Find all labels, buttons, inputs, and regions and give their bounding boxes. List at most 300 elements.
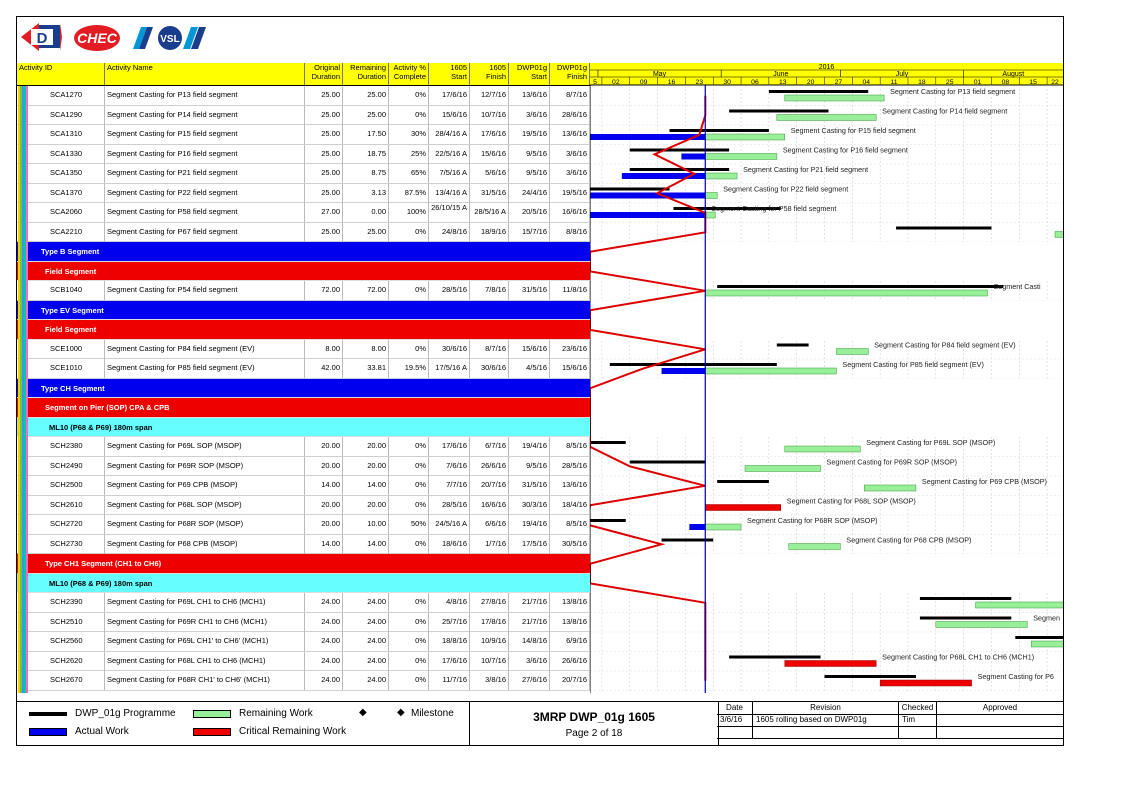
cell-id: SCH2610	[17, 496, 105, 515]
cell-rd: 33.81	[343, 359, 389, 378]
cell-f: 27/8/16	[470, 593, 509, 612]
timescale-week: 15	[1029, 79, 1037, 86]
col-1605-start-l2: Start	[451, 71, 467, 81]
cell-rd: 24.00	[343, 632, 389, 651]
cell-ds: 15/6/16	[509, 340, 550, 359]
group-band-cyan[interactable]: ML10 (P68 & P69) 180m span	[17, 574, 590, 594]
milestone-symbol-icon: ◆	[359, 707, 367, 718]
bar-label: Segment Casting for P68 CPB (MSOP)	[846, 535, 972, 545]
cell-id: SCH2560	[17, 632, 105, 651]
remaining-work-bar	[1031, 641, 1063, 647]
page-number: Page 2 of 18	[565, 728, 623, 739]
cell-rd: 72.00	[343, 281, 389, 300]
table-row[interactable]	[17, 125, 590, 145]
cell-pc: 0%	[389, 535, 429, 554]
bar-label: Segment Casting for P69R SOP (MSOP)	[826, 457, 958, 467]
rev-col-date: Date	[717, 702, 753, 714]
cell-id: SCH2720	[17, 515, 105, 534]
col-remaining-duration-l2: Duration	[357, 71, 386, 81]
cell-df: 26/6/16	[550, 652, 590, 671]
table-row[interactable]	[17, 340, 590, 360]
cell-ds: 13/6/16	[509, 86, 550, 105]
table-row[interactable]	[17, 535, 590, 555]
timescale-week: 04	[862, 79, 871, 86]
programme-bar	[920, 597, 1011, 600]
cell-name: Segment Casting for P58 field segment	[105, 203, 305, 222]
table-row[interactable]	[17, 106, 590, 126]
cell-f: 16/6/16	[470, 496, 509, 515]
programme-bar	[590, 188, 669, 191]
cell-pc: 0%	[389, 652, 429, 671]
cell-df: 11/8/16	[550, 281, 590, 300]
dragages-logo	[21, 23, 62, 51]
bar-label: Segment Casting for P68L SOP (MSOP)	[786, 496, 916, 506]
remaining-work-bar	[864, 485, 916, 491]
actual-swatch	[29, 728, 67, 736]
cell-name: Segment Casting for P84 field segment (EV)	[105, 340, 305, 359]
col-dwp-start[interactable]	[509, 63, 550, 85]
bar-label: Segment Casting for P58 field segment	[711, 204, 837, 213]
table-row[interactable]	[17, 437, 590, 457]
company-logos	[17, 17, 217, 63]
cell-id: SCA1370	[17, 184, 105, 203]
cell-s: 24/5/16 A	[429, 515, 470, 534]
cell-f: 17/6/16	[470, 125, 509, 144]
remaining-work-bar	[1055, 232, 1063, 238]
cell-rd: 24.00	[343, 671, 389, 690]
table-row[interactable]	[17, 281, 590, 301]
cell-ds: 9/5/16	[509, 145, 550, 164]
remaining-work-bar	[705, 290, 987, 296]
group-band-cyan[interactable]: ML10 (P68 & P69) 180m span	[17, 418, 590, 438]
cell-pc: 0%	[389, 223, 429, 242]
rev-empty-1	[717, 726, 753, 738]
cell-name: Segment Casting for P69R CH1 to CH6 (MCH1)	[105, 613, 305, 632]
cell-rd: 20.00	[343, 496, 389, 515]
cell-s: 7/7/16	[429, 476, 470, 495]
cell-s: 30/6/16	[429, 340, 470, 359]
cell-rd: 25.00	[343, 106, 389, 125]
cell-df: 3/6/16	[550, 145, 590, 164]
rev-col-revision: Revision	[753, 702, 899, 714]
cell-name: Segment Casting for P15 field segment	[105, 125, 305, 144]
actual-work-bar	[590, 193, 705, 199]
cell-pc: 0%	[389, 86, 429, 105]
timescale-week: 02	[612, 79, 620, 86]
cell-ds: 3/6/16	[509, 106, 550, 125]
cell-df: 13/8/16	[550, 613, 590, 632]
actual-work-bar	[689, 524, 705, 530]
cell-name: Segment Casting for P69L SOP (MSOP)	[105, 437, 305, 456]
cell-od: 25.00	[305, 164, 343, 183]
cell-ds: 19/4/16	[509, 437, 550, 456]
cell-ds: 17/5/16	[509, 535, 550, 554]
cell-s: 18/8/16	[429, 632, 470, 651]
cell-rd: 24.00	[343, 593, 389, 612]
cell-df: 13/6/16	[550, 476, 590, 495]
cell-pc: 0%	[389, 476, 429, 495]
col-original-duration[interactable]	[305, 63, 343, 85]
remaining-work-bar	[976, 602, 1063, 608]
cell-od: 8.00	[305, 340, 343, 359]
timescale-month: July	[895, 71, 909, 78]
cell-name: Segment Casting for P69L CH1 to CH6 (MCH1)	[105, 593, 305, 612]
cell-ds: 31/5/16	[509, 281, 550, 300]
remaining-swatch	[193, 710, 231, 718]
group-row-gantt	[590, 398, 1063, 418]
cell-pc: 87.5%	[389, 184, 429, 203]
programme-bar	[590, 519, 626, 522]
cell-od: 25.00	[305, 86, 343, 105]
schedule-page	[16, 16, 1064, 746]
cell-f: 3/8/16	[470, 671, 509, 690]
cell-rd: 8.00	[343, 340, 389, 359]
cell-s: 18/6/16	[429, 535, 470, 554]
cell-rd: 25.00	[343, 223, 389, 242]
cell-name: Segment Casting for P68 CPB (MSOP)	[105, 535, 305, 554]
remaining-work-bar	[785, 446, 861, 452]
logo-bar	[17, 17, 1063, 63]
rev-description: 1605 rolling based on DWP01g	[753, 714, 899, 726]
col-activity-id[interactable]: Activity ID	[17, 63, 105, 85]
cell-od: 42.00	[305, 359, 343, 378]
programme-bar	[729, 110, 828, 113]
cell-rd: 3.13	[343, 184, 389, 203]
cell-name: Segment Casting for P68R CH1' to CH6' (MCH1)	[105, 671, 305, 690]
bar-label: Segmen	[1033, 613, 1061, 623]
cell-ds: 14/8/16	[509, 632, 550, 651]
remaining-work-bar	[705, 154, 777, 160]
logo-d-text: D	[36, 30, 48, 47]
cell-ds: 3/6/16	[509, 652, 550, 671]
remaining-work-bar	[836, 349, 868, 355]
table-row[interactable]	[17, 359, 590, 379]
remaining-work-bar	[777, 115, 876, 121]
col-original-duration-l1: Original	[314, 63, 340, 72]
cell-rd: 20.00	[343, 437, 389, 456]
cell-ds: 30/3/16	[509, 496, 550, 515]
timescale-month: May	[652, 71, 667, 78]
cell-id: SCE1000	[17, 340, 105, 359]
remaining-work-bar	[705, 173, 737, 179]
cell-pc: 0%	[389, 632, 429, 651]
cell-df: 20/7/16	[550, 671, 590, 690]
timescale-week: 5	[593, 79, 597, 86]
timescale-week: 08	[1001, 79, 1010, 86]
timescale-week: 30	[723, 79, 731, 86]
timescale-week: 20	[806, 79, 815, 86]
rev-date: 3/6/16	[717, 714, 753, 726]
rev-empty-3	[899, 726, 937, 738]
table-row[interactable]	[17, 515, 590, 535]
cell-f: 6/6/16	[470, 515, 509, 534]
cell-df: 30/5/16	[550, 535, 590, 554]
cell-id: SCA1290	[17, 106, 105, 125]
critical-work-bar	[705, 505, 781, 511]
gantt-svg	[590, 63, 1063, 693]
cell-name: Segment Casting for P69R SOP (MSOP)	[105, 457, 305, 476]
cell-name: Segment Casting for P13 field segment	[105, 86, 305, 105]
cell-pc: 0%	[389, 496, 429, 515]
group-row-gantt	[590, 320, 1063, 340]
remaining-work-bar	[705, 193, 717, 199]
group-row-gantt	[590, 262, 1063, 282]
col-activity-pct[interactable]	[389, 63, 429, 85]
cell-f: 15/6/16	[470, 145, 509, 164]
revision-table	[717, 702, 1063, 746]
timescale-year: 2016	[818, 64, 835, 71]
rev-empty-4	[937, 726, 1063, 738]
table-row[interactable]	[17, 164, 590, 184]
cell-df: 28/6/16	[550, 106, 590, 125]
cell-rd: 14.00	[343, 535, 389, 554]
cell-s: 28/4/16 A	[429, 125, 470, 144]
bar-label: Segment Casting for P15 field segment	[790, 126, 916, 135]
col-dwp-start-l2: Start	[531, 71, 547, 81]
group-band-blue[interactable]: Type CH Segment	[17, 379, 590, 399]
timescale-week: 01	[973, 79, 982, 86]
cell-f: 10/9/16	[470, 632, 509, 651]
table-row[interactable]	[17, 652, 590, 672]
cell-df: 18/4/16	[550, 496, 590, 515]
vsl-logo	[133, 26, 206, 50]
cell-pc: 0%	[389, 340, 429, 359]
cell-od: 24.00	[305, 613, 343, 632]
programme-bar	[1015, 636, 1063, 639]
col-original-duration-l2: Duration	[311, 71, 340, 81]
cell-name: Segment Casting for P21 field segment	[105, 164, 305, 183]
timescale-week: 25	[945, 79, 954, 86]
cell-ds: 19/5/16	[509, 125, 550, 144]
critical-work-bar	[880, 680, 971, 686]
timescale-week: 11	[890, 79, 898, 86]
cell-rd: 24.00	[343, 652, 389, 671]
cell-id: SCH2620	[17, 652, 105, 671]
table-row[interactable]	[17, 203, 590, 223]
cell-name: Segment Casting for P85 field segment (EV)	[105, 359, 305, 378]
cell-od: 24.00	[305, 593, 343, 612]
cell-name: Segment Casting for P68L SOP (MSOP)	[105, 496, 305, 515]
cell-id: SCA1270	[17, 86, 105, 105]
cell-id: SCH2670	[17, 671, 105, 690]
rev-checked: Tim	[899, 714, 937, 726]
rev-col-approved: Approved	[982, 703, 1018, 712]
gantt-chart	[590, 63, 1063, 693]
group-band-red[interactable]: Type CH1 Segment (CH1 to CH6)	[17, 554, 590, 574]
cell-df: 28/5/16	[550, 457, 590, 476]
col-1605-finish[interactable]	[470, 63, 509, 85]
cell-df: 8/5/16	[550, 515, 590, 534]
cell-pc: 0%	[389, 593, 429, 612]
cell-od: 14.00	[305, 535, 343, 554]
group-band-red[interactable]: Segment on Pier (SOP) CPA & CPB	[17, 398, 590, 418]
cell-s: 25/7/16	[429, 613, 470, 632]
table-row[interactable]	[17, 593, 590, 613]
revision-row-empty	[717, 726, 1063, 739]
cell-ds: 9/5/16	[509, 457, 550, 476]
rev-col-checked: Checked	[899, 702, 937, 714]
cell-od: 25.00	[305, 145, 343, 164]
group-band-red[interactable]: Field Segment	[17, 320, 590, 340]
critical-swatch	[193, 728, 231, 736]
milestone-diamond-icon: ◆	[397, 707, 405, 718]
cell-od: 25.00	[305, 223, 343, 242]
legend-milestone: Milestone	[411, 708, 454, 719]
cell-f: 10/7/16	[470, 652, 509, 671]
title-block	[469, 702, 719, 746]
bar-label: Segment Casting for P69 CPB (MSOP)	[921, 477, 1047, 486]
group-row-gantt	[590, 554, 1063, 574]
cell-s: 17/5/16 A	[429, 359, 470, 378]
programme-bar	[717, 285, 1003, 288]
cell-df: 23/6/16	[550, 340, 590, 359]
table-rows	[17, 86, 590, 691]
cell-ds: 19/4/16	[509, 515, 550, 534]
cell-s: 17/6/16	[429, 437, 470, 456]
timescale-week: 27	[834, 79, 843, 86]
cell-od: 25.00	[305, 184, 343, 203]
legend-programme: DWP_01g Programme	[75, 708, 176, 719]
programme-bar	[610, 363, 777, 366]
cell-ds: 21/7/16	[509, 613, 550, 632]
programme-bar	[769, 90, 868, 93]
cell-pc: 100%	[389, 203, 429, 222]
col-remaining-duration[interactable]	[343, 63, 389, 85]
cell-name: Segment Casting for P69L CH1' to CH6' (MCH1)	[105, 632, 305, 651]
timescale-week: 13	[778, 79, 787, 86]
cell-rd: 24.00	[343, 613, 389, 632]
cell-pc: 0%	[389, 281, 429, 300]
group-band-red[interactable]: Field Segment	[17, 262, 590, 282]
programme-bar	[825, 675, 916, 678]
cell-id: SCH2500	[17, 476, 105, 495]
cell-df: 3/6/16	[550, 164, 590, 183]
legend-block	[17, 701, 1063, 746]
cell-df: 8/8/16	[550, 223, 590, 242]
table-row[interactable]	[17, 671, 590, 691]
activity-table	[17, 63, 590, 693]
cell-rd: 14.00	[343, 476, 389, 495]
table-row[interactable]	[17, 496, 590, 516]
cell-od: 14.00	[305, 476, 343, 495]
cell-name: Segment Casting for P22 field segment	[105, 184, 305, 203]
legend-actual: Actual Work	[75, 726, 129, 737]
cell-od: 24.00	[305, 671, 343, 690]
table-row[interactable]	[17, 145, 590, 165]
cell-f: 10/7/16	[470, 106, 509, 125]
cell-pc: 19.5%	[389, 359, 429, 378]
table-row[interactable]	[17, 184, 590, 204]
programme-bar	[630, 149, 729, 152]
legend-critical: Critical Remaining Work	[239, 726, 347, 737]
group-row-gantt	[590, 574, 1063, 594]
col-activity-pct-l1: Activity %	[393, 63, 426, 72]
col-activity-name[interactable]: Activity Name	[105, 63, 305, 85]
cell-name: Segment Casting for P16 field segment	[105, 145, 305, 164]
programme-bar	[920, 617, 1011, 620]
cell-id: SCE1010	[17, 359, 105, 378]
cell-id: SCB1040	[17, 281, 105, 300]
bar-label: Segment Casting for P22 field segment	[723, 184, 849, 194]
cell-f: 8/7/16	[470, 340, 509, 359]
cell-pc: 0%	[389, 457, 429, 476]
timescale-week: 16	[667, 79, 676, 86]
programme-bar	[729, 656, 820, 659]
cell-f: 7/8/16	[470, 281, 509, 300]
cell-f: 5/6/16	[470, 164, 509, 183]
remaining-work-bar	[745, 466, 821, 472]
col-dwp-finish[interactable]	[550, 63, 590, 85]
table-row[interactable]	[17, 632, 590, 652]
table-row[interactable]	[17, 457, 590, 477]
remaining-work-bar	[789, 544, 841, 550]
cell-id: SCH2380	[17, 437, 105, 456]
cell-rd: 8.75	[343, 164, 389, 183]
group-band-blue[interactable]: Type B Segment	[17, 242, 590, 262]
bar-label: Segment Casting for P68L CH1 to CH6 (MCH1)	[882, 652, 1035, 662]
bar-label: Segment Casting for P6	[977, 672, 1054, 681]
col-activity-pct-l2: Complete	[393, 71, 426, 81]
table-row[interactable]	[17, 476, 590, 496]
bar-label: Segment Casting for P68R SOP (MSOP)	[747, 516, 878, 525]
cell-od: 27.00	[305, 203, 343, 222]
cell-od: 24.00	[305, 652, 343, 671]
table-row[interactable]	[17, 86, 590, 106]
group-row-gantt	[590, 301, 1063, 321]
bar-label: Segment Casting for P16 field segment	[782, 145, 908, 155]
programme-bar	[669, 129, 768, 132]
cell-name: Segment Casting for P68R SOP (MSOP)	[105, 515, 305, 534]
table-row[interactable]	[17, 223, 590, 243]
cell-s: 26/10/15 A	[429, 203, 470, 222]
cell-s: 17/6/16	[429, 86, 470, 105]
programme-bar	[717, 480, 769, 483]
group-band-blue[interactable]: Type EV Segment	[17, 301, 590, 321]
cell-id: SCA1330	[17, 145, 105, 164]
timescale-week: 23	[695, 79, 704, 86]
col-1605-finish-l2: Finish	[485, 71, 506, 81]
col-1605-start[interactable]	[429, 63, 470, 85]
col-dwp-finish-l2: Finish	[566, 71, 587, 81]
bar-label: Segment Casting for P14 field segment	[882, 106, 1008, 116]
cell-s: 13/4/16 A	[429, 184, 470, 203]
table-row[interactable]	[17, 613, 590, 633]
cell-df: 13/6/16	[550, 125, 590, 144]
cell-ds: 31/5/16	[509, 476, 550, 495]
bar-label: Segment Casti	[993, 282, 1041, 291]
bar-label: Segment Casting for P13 field segment	[890, 87, 1016, 96]
timescale-month: June	[773, 71, 789, 78]
cell-name: Segment Casting for P14 field segment	[105, 106, 305, 125]
timescale-week: 06	[751, 79, 759, 86]
cell-df: 15/6/16	[550, 359, 590, 378]
actual-work-bar	[662, 368, 706, 374]
remaining-work-bar	[705, 524, 741, 530]
cell-pc: 30%	[389, 125, 429, 144]
cell-od: 25.00	[305, 106, 343, 125]
legend-remaining: Remaining Work	[239, 708, 313, 719]
actual-work-bar	[681, 154, 705, 160]
cell-name: Segment Casting for P54 field segment	[105, 281, 305, 300]
col-dwp-start-l1: DWP01g	[516, 63, 547, 72]
remaining-work-bar	[785, 95, 884, 101]
remaining-work-bar	[705, 134, 784, 140]
table-header	[17, 63, 590, 86]
group-row-gantt	[590, 379, 1063, 399]
cell-pc: 50%	[389, 515, 429, 534]
cell-rd: 25.00	[343, 86, 389, 105]
cell-s: 22/5/16 A	[429, 145, 470, 164]
